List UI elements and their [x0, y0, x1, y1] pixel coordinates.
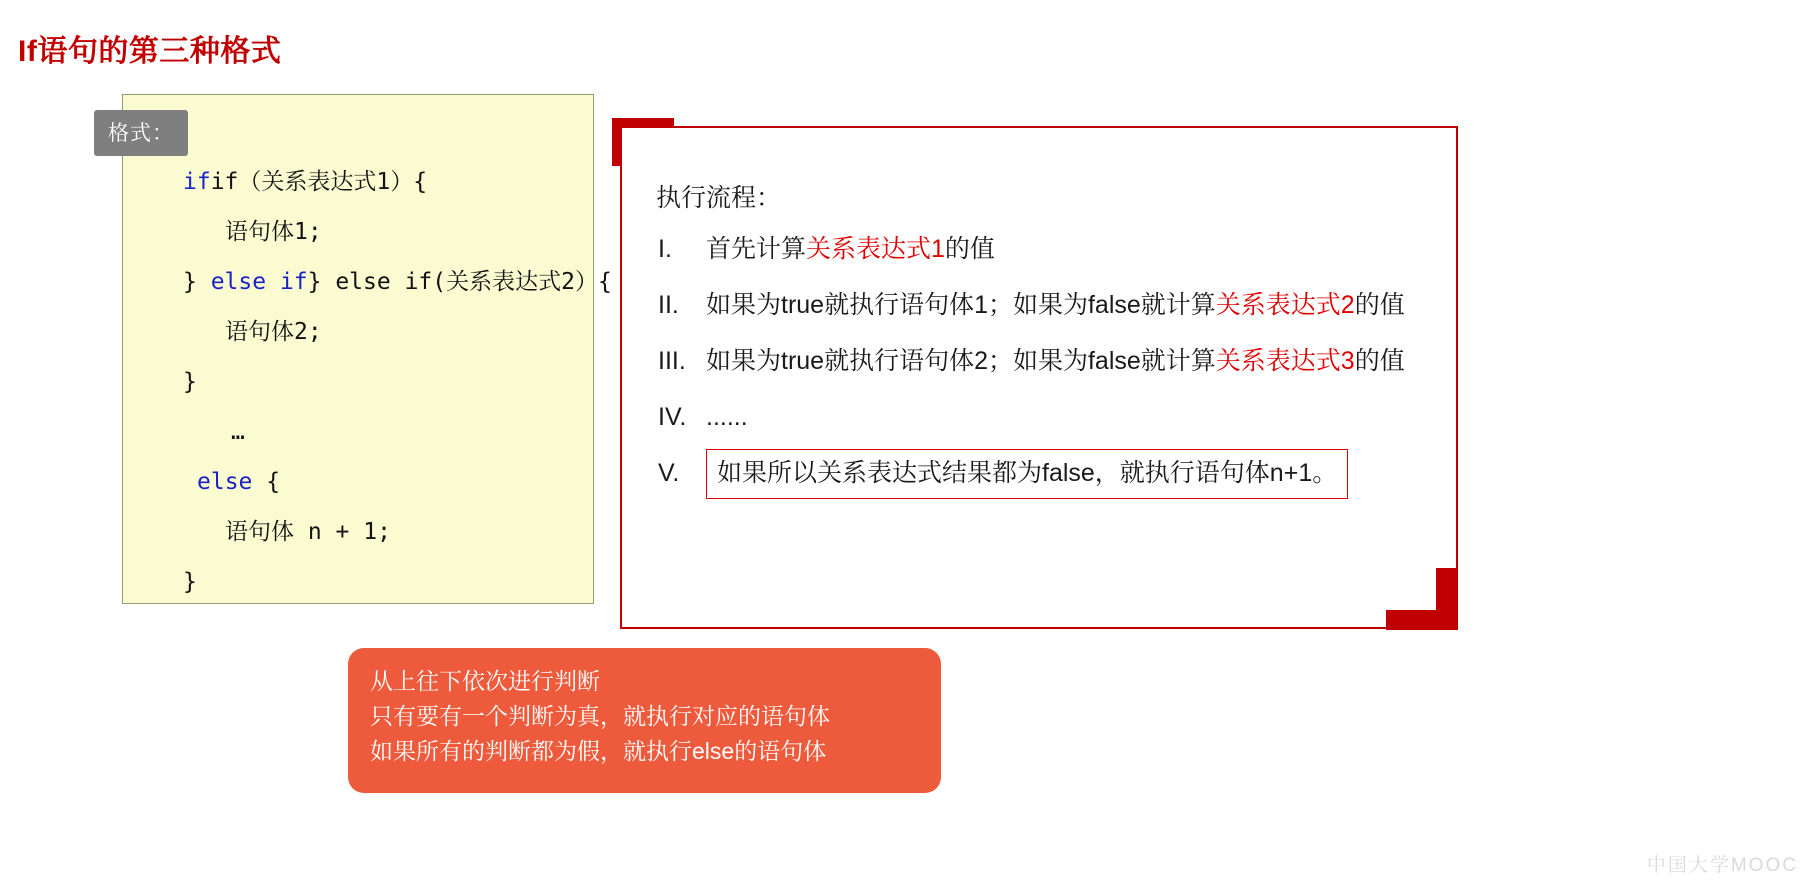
list-item-text: [706, 336, 1440, 386]
callout-line-2: 只有要有一个判断为真，就执行对应的语句体: [370, 703, 830, 729]
list-item: [650, 392, 1440, 442]
list-item-number: III.: [658, 347, 686, 375]
code-line-6: …: [231, 419, 245, 445]
callout-line-3: 如果所有的判断都为假，就执行else的语句体: [370, 738, 827, 764]
list-item-text-highlight: 关系表达式2: [1215, 291, 1355, 319]
watermark: 中国大学MOOC: [1646, 855, 1798, 876]
page-title: If语句的第三种格式: [18, 35, 282, 68]
code-keyword-if: if: [183, 169, 211, 195]
highlighted-conclusion: 如果所以关系表达式结果都为false，就执行语句体n+1。: [706, 449, 1348, 499]
list-item: [650, 448, 1440, 499]
list-item-text: [706, 280, 1440, 330]
list-item-text-a: 如果为true就执行语句体2；如果为false就计算: [706, 347, 1216, 375]
code-line-3-prefix: }: [183, 269, 211, 295]
list-item: [650, 336, 1440, 386]
code-keyword-elseif: else if: [210, 269, 308, 295]
summary-callout: [348, 648, 941, 793]
list-item-text-b: 的值: [944, 235, 995, 263]
code-line-7-brace: {: [252, 469, 281, 495]
list-item-text: [706, 448, 1440, 499]
list-item-text: ......: [706, 403, 748, 431]
list-item-text-a: 首先计算: [706, 235, 807, 263]
code-line-9: }: [183, 569, 197, 595]
list-item: [650, 224, 1440, 274]
list-item-text-a: 如果为true就执行语句体1；如果为false就计算: [706, 291, 1216, 319]
code-block: [183, 157, 612, 607]
list-item-number: I.: [658, 235, 672, 263]
list-item-number: IV.: [658, 403, 687, 431]
code-line-1: if（关系表达式1）{: [210, 169, 428, 195]
list-item: [650, 280, 1440, 330]
decor-corner-top-left-inner: [632, 140, 678, 170]
format-label: 格式：: [94, 110, 188, 156]
list-item-number: II.: [658, 291, 679, 319]
code-line-4: 语句体2;: [225, 319, 322, 345]
list-item-text-highlight: 关系表达式3: [1215, 347, 1355, 375]
list-item-text-highlight: 关系表达式1: [806, 235, 945, 263]
list-item-text-b: 的值: [1354, 347, 1405, 375]
list-item-text-b: 的值: [1354, 291, 1405, 319]
list-item-number: V.: [658, 459, 680, 487]
code-line-5: }: [183, 369, 197, 395]
flow-title: 执行流程：: [656, 184, 782, 212]
code-keyword-else: else: [197, 469, 253, 495]
code-line-3: } else if(关系表达式2）{: [307, 269, 612, 295]
code-line-2: 语句体1;: [225, 219, 322, 245]
callout-line-1: 从上往下依次进行判断: [370, 668, 600, 694]
code-format-panel: [122, 94, 612, 604]
decor-corner-bottom-right-inner: [1386, 568, 1436, 610]
flow-list: [650, 224, 1440, 505]
list-item-text: [706, 224, 1440, 274]
code-line-8: 语句体 n + 1;: [225, 519, 391, 545]
